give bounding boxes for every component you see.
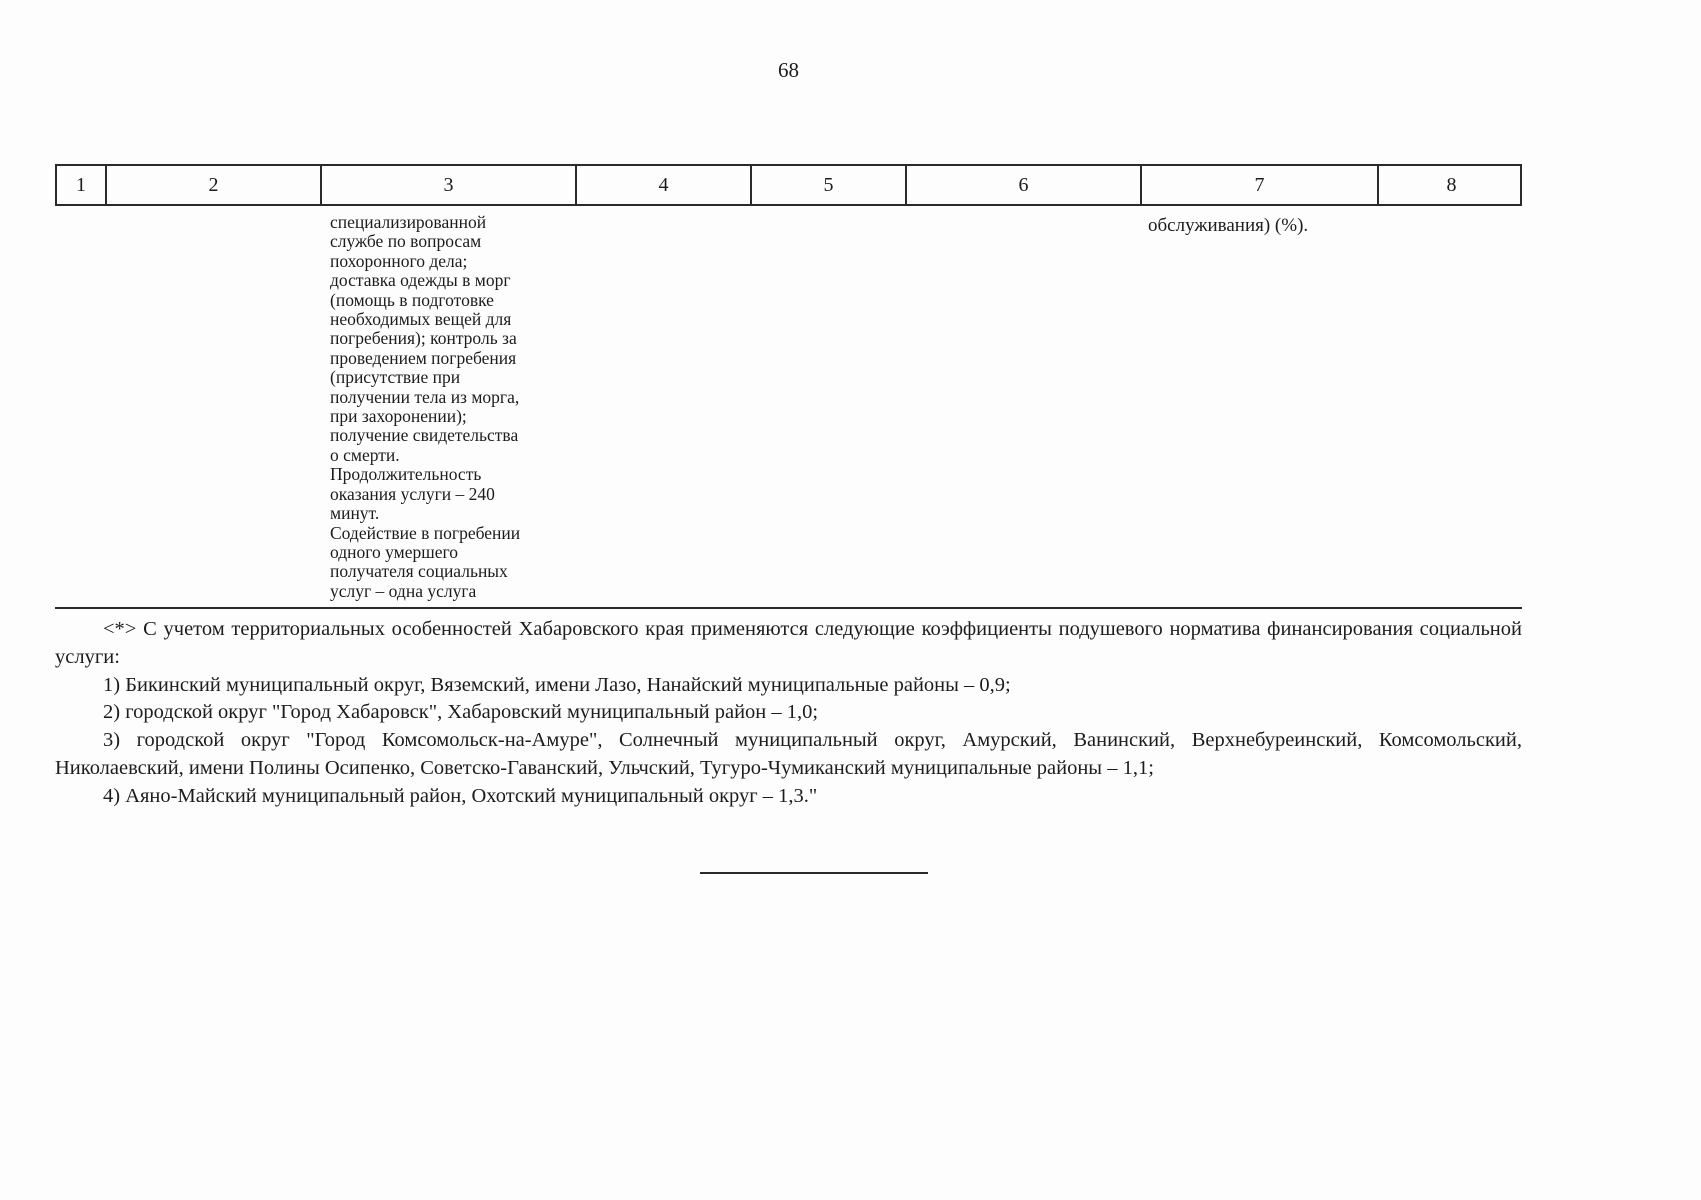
table-header-cell-1: 1: [57, 166, 107, 204]
footnote-item-4: 4) Аяно-Майский муниципальный район, Охотский муниципальный округ – 1,3.": [103, 784, 818, 807]
footnote-item-1: 1) Бикинский муниципальный округ, Вяземский, имени Лазо, Нанайский муниципальные районы – 0,9;: [103, 673, 1011, 696]
table-header-cell-3: 3: [322, 166, 577, 204]
table-cell-service-indicator: обслуживания) (%).: [1148, 215, 1309, 236]
footnote-item-2: 2) городской округ "Город Хабаровск", Хабаровский муниципальный район – 1,0;: [103, 701, 819, 724]
footnote-divider: [55, 607, 1522, 609]
end-divider: [700, 872, 928, 874]
table-header-cell-7: 7: [1142, 166, 1379, 204]
table: [55, 164, 1522, 601]
table-cell-service-description: специализированной службе по вопросам похоронного дела; доставка одежды в морг (помощь в подготовке необходимых вещей для погребения); контроль за проведением погребения (присутствие при получении тела из морга, при захоронении); получение свидетельства о смерти. Продолжительность оказания услуги – 240 минут. Содействие в погребении одного умершего получателя социальных услуг – одна услуга: [330, 212, 521, 601]
table-body-row: [55, 206, 1522, 601]
table-header-cell-2: 2: [107, 166, 322, 204]
table-header-row: [55, 164, 1522, 206]
footnote-intro: <*> С учетом территориальных особенностей Хабаровского края применяются следующие коэффициенты подушевого норматива финансирования социальной услуги:: [55, 618, 1522, 668]
footnote-item-3: 3) городской округ "Город Комсомольск-на-Амуре", Солнечный муниципальный округ, Амурский, Ванинский, Верхнебуреинский, Комсомольский, Николаевский, имени Полины Осипенко, Советско-Гаванский, Ульчский, Тугуро-Чумиканский муниципальные районы – 1,1;: [55, 729, 1522, 779]
table-header-cell-6: 6: [907, 166, 1142, 204]
table-header-cell-8: 8: [1446, 174, 1457, 196]
table-header-cell-4: 4: [577, 166, 752, 204]
table-header-cell-5: 5: [752, 166, 907, 204]
page-number: 68: [778, 58, 799, 82]
footnote: [55, 616, 1522, 811]
